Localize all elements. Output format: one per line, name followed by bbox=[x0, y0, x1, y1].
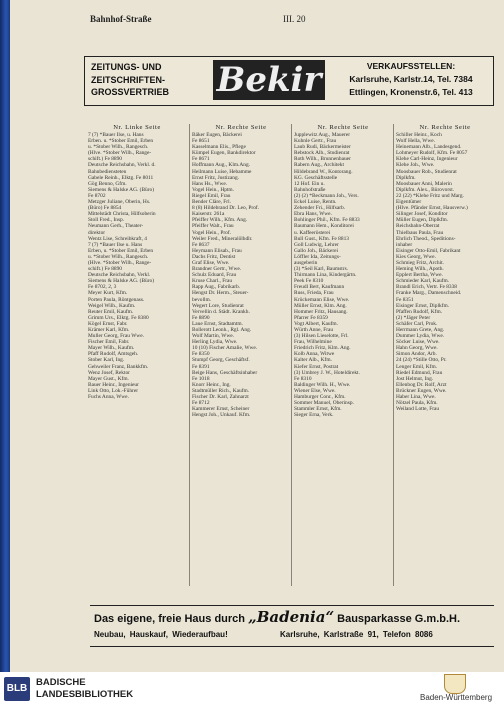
directory-entry: Heymann Elisab., Frau bbox=[192, 247, 242, 254]
directory-entry: 7 (7) *Bauer Ilse, u. Hans bbox=[88, 132, 144, 138]
directory-entry: Weigel Wilh., Kaufm. bbox=[88, 302, 136, 309]
directory-entry: Fe 8391 bbox=[192, 363, 210, 370]
directory-entry: Bahnhofstraße bbox=[294, 186, 326, 193]
directory-entry: Wenz Josef, Rektor bbox=[88, 369, 130, 376]
directory-entry: Stober Karl, Ing. bbox=[88, 357, 125, 364]
directory-entry: Lenger Emil, Kfm. bbox=[396, 363, 438, 370]
directory-entry: Vogt Albert, Kaufm. bbox=[294, 320, 338, 327]
directory-entry: Fe 8890 bbox=[192, 314, 210, 321]
directory-entry: Laue Ernst, Stadtamtm. bbox=[192, 320, 243, 327]
coat-of-arms-icon bbox=[444, 674, 466, 694]
directory-entry: Weiler Fred., Mineralölhdlr. bbox=[192, 235, 253, 242]
directory-entry: Jupplewitz Aug., Mauerer bbox=[294, 132, 350, 138]
directory-entry: bevollm. bbox=[192, 296, 212, 303]
directory-entry: Kögel Ernst, Fabr. bbox=[88, 320, 128, 327]
directory-entry: Kümpel Eugen, Bankdirektor bbox=[192, 150, 256, 157]
directory-entry: Fe 8671 bbox=[192, 156, 210, 163]
directory-entry: Müller Eugen, Diplkfm. bbox=[396, 217, 449, 224]
directory-entry: Fe 8310 bbox=[294, 375, 312, 382]
ad-left-line: ZEITUNGS- UND bbox=[91, 62, 162, 72]
directory-entry: Bull Gust., Kfm. Fe 8813 bbox=[294, 235, 349, 242]
directory-entry: Wolf Hella, Wwe. bbox=[396, 138, 435, 145]
directory-entry: Fe 8702, 2, 3 bbox=[88, 284, 117, 291]
directory-entry: Hahn Georg, Wwe. bbox=[396, 345, 438, 352]
ad-left-line: ZEITSCHRIFTEN- bbox=[91, 74, 165, 85]
directory-entry: Deutsche Reichsbahn, Verkl. bbox=[88, 272, 151, 279]
directory-entry: Kuhnle Gertr., Frau bbox=[294, 138, 337, 145]
directory-entry: Vervellin d. Städt. Krankh. bbox=[192, 308, 250, 315]
directory-entry: Fe 8712 bbox=[192, 400, 210, 407]
ad-address: Karlsruhe, Karlstraße 91, Telefon 8086 bbox=[280, 630, 433, 639]
directory-entry: Eisinger Ernst, Diplkfm. bbox=[396, 302, 450, 309]
directory-entry: 8 (8) Hildebrand Dr. Leo, Prof. bbox=[192, 205, 260, 212]
directory-entry: Hildebrand W., Kontorang. bbox=[294, 168, 353, 175]
directory-entry: Gehweiler Franz, Bankkfm. bbox=[88, 363, 149, 370]
ad-left-line: GROSSVERTRIEB bbox=[91, 87, 170, 97]
directory-entry: Heilmann Luise, Hebamme bbox=[192, 168, 252, 175]
directory-entry: Sieger Erna, Verk. bbox=[294, 412, 334, 419]
directory-entry: Lohmeyer Rudolf, Kfm. Fe 8057 bbox=[396, 150, 468, 157]
directory-entry: Brückner Eugen, Wwe. bbox=[396, 387, 447, 394]
directory-entry: schift.) Fe 8890 bbox=[88, 156, 122, 163]
directory-entry: Riedel Edmund, Frau bbox=[396, 369, 443, 376]
column-divider bbox=[291, 124, 292, 586]
directory-entry: Porten Paula, Röntgenass. bbox=[88, 296, 145, 303]
directory-entry: Ebra Hans, Wwe. bbox=[294, 211, 332, 218]
directory-entry: (2) (2) *Beckmann Joh., Vers. bbox=[294, 192, 359, 199]
directory-entry: Graf Elise, Wwe. bbox=[192, 259, 230, 266]
directory-entry: 24 (24) *Stille Otto, Pr. bbox=[396, 357, 447, 364]
directory-entry: Pfarrer Fe 8359 bbox=[294, 314, 328, 321]
directory-entry: Löffler Ida, Zeitungs- bbox=[294, 253, 341, 260]
directory-entry: Fe 1018 bbox=[192, 375, 210, 382]
library-footer bbox=[0, 672, 504, 705]
bekir-advertisement bbox=[84, 56, 494, 106]
directory-entry: Wentz Lise, Schreibkraft, 4 bbox=[88, 235, 147, 242]
ad-right-line: Karlsruhe, Karlstr.14, Tel. 7384 bbox=[349, 73, 473, 84]
directory-entry: Fe 8351 bbox=[396, 296, 414, 303]
directory-columns bbox=[88, 124, 492, 586]
directory-entry: Simon Andor, Arb. bbox=[396, 351, 437, 358]
directory-entry: Bäker Eugen, Bäckerei bbox=[192, 132, 242, 138]
directory-entry: Goll Ludwig, Lehrer bbox=[294, 241, 339, 248]
directory-entry: Hommer Fritz, Hausang. bbox=[294, 308, 348, 315]
directory-entry: Link Otto, Lok.-Führer bbox=[88, 387, 139, 394]
directory-entry: Reichsbahn-Oberrat bbox=[396, 223, 440, 230]
directory-entry: Dummer Lydia, Wwe. bbox=[396, 333, 445, 340]
directory-entry: 10 (10) Fischer Amalie, Wwe. bbox=[192, 345, 258, 352]
directory-entry: Siemens & Halske AG. (Büro) bbox=[88, 186, 155, 193]
directory-entry: Bollerott Leonh., Rgl. Ang. bbox=[192, 327, 252, 333]
directory-entry: Erben, u. *Stober Emil, Erben bbox=[88, 247, 154, 254]
book-binding bbox=[0, 0, 10, 672]
directory-entry: Klehe Joh., Wwe. bbox=[396, 162, 435, 169]
directory-entry: Fuchs Anna, Wwe. bbox=[88, 394, 129, 401]
directory-entry: Eigentümer bbox=[396, 199, 422, 206]
directory-entry: Laub Rudi, Bäckermeister bbox=[294, 144, 351, 151]
directory-entry: 22 (22) *Klehe Fritz und Marg. bbox=[396, 192, 464, 199]
directory-entry: Roth Wilh., Brunnenbauer bbox=[294, 156, 351, 163]
directory-entry: Vogel Hein., Prof. bbox=[192, 229, 231, 236]
directory-entry: Würth Anne, Frau bbox=[294, 327, 334, 333]
directory-column bbox=[88, 124, 186, 586]
directory-entry: Grimm Urs., Elktg. Fe 8380 bbox=[88, 314, 149, 321]
directory-column bbox=[192, 124, 290, 586]
directory-entry: Mayer Gust., Kfm. bbox=[88, 375, 129, 382]
directory-entry: Dachs Fritz, Dentist bbox=[192, 253, 236, 260]
directory-entry: u. Kaffeerösterei bbox=[294, 229, 331, 236]
directory-entry: u. *Stober Wilh., Rangesch. bbox=[88, 253, 149, 260]
directory-entry: Stadtmüller Rich., Kaufm. bbox=[192, 387, 250, 394]
directory-entry: Kolb Anna, Witwe bbox=[294, 351, 335, 358]
directory-entry: Ernst Fritz, Justizang. bbox=[192, 174, 240, 181]
directory-entry: Rebstock Alb., Studienrat bbox=[294, 150, 350, 157]
directory-entry: (Hlve. Pfänder Ernst, Hausverw.) bbox=[396, 205, 468, 212]
directory-entry: Kammerer Ernst, Scheiner bbox=[192, 406, 250, 413]
ad-right-text bbox=[331, 60, 491, 98]
directory-entry: Kaiserstr. 261a bbox=[192, 211, 225, 218]
directory-entry: Metzger Juliane, Oberin, Hs. bbox=[88, 199, 151, 206]
directory-entry: Riegel Emil, Frau bbox=[192, 192, 231, 199]
ad-right-line: Ettlingen, Kronenstr.6, Tel. 413 bbox=[349, 86, 473, 97]
directory-entry: Eckel Luise, Rentn. bbox=[294, 199, 337, 206]
directory-entry: Rabern Aug., Architekt bbox=[294, 162, 345, 169]
badenia-advertisement bbox=[90, 605, 494, 647]
directory-entry: Beige Hans, Geschäftsinhaber bbox=[192, 369, 258, 376]
directory-entry: Moosbauer Rob., Studienrat bbox=[396, 168, 457, 175]
directory-entry: Schulz Eduard, Frau bbox=[192, 272, 237, 279]
directory-entry: Stumpf Georg, Geschäftsf. bbox=[192, 357, 250, 364]
directory-entry: (3) *Seil Karl, Baumstrs. bbox=[294, 266, 349, 273]
directory-entry: Kasselmann Elis., Pflege bbox=[192, 144, 246, 151]
directory-entry: Frau, Wilhelmine bbox=[294, 339, 332, 346]
directory-entry: Hengst Dr. Herm., Steuer- bbox=[192, 290, 249, 297]
directory-entry: Krückemann Elise, Wwe. bbox=[294, 296, 350, 303]
directory-entry: inhaber bbox=[396, 241, 413, 248]
directory-entry: Reuter Emil, Kaufm. bbox=[88, 308, 134, 315]
directory-entry: Hamburger Conr., Kfm. bbox=[294, 394, 346, 401]
directory-entry: Krämer Karl, Kfm. bbox=[88, 327, 130, 333]
directory-entry: (Büro) Fe 8854 bbox=[88, 205, 122, 212]
directory-entry: u. *Stober Wilh., Rangesch. bbox=[88, 144, 149, 151]
ad-headline-suffix: Bausparkasse G.m.b.H. bbox=[337, 613, 461, 625]
directory-entry: Fischer Dr. Karl, Zahnarzt bbox=[192, 394, 249, 401]
directory-entry: Mittelstädt Christa, Hilfsoberin bbox=[88, 211, 156, 218]
directory-entry: Friedrich Fritz, Klm. Ang. bbox=[294, 345, 351, 352]
directory-entry: Russ, Frieda, Frau bbox=[294, 290, 334, 297]
directory-entry: Schmieg Fritz, Archit. bbox=[396, 259, 444, 266]
directory-entry: Erben. u. *Stober Emil, Erben bbox=[88, 138, 154, 145]
directory-entry: Schmieder Karl, Kaufm. bbox=[396, 278, 449, 285]
directory-entry: Kiefer Ernst, Postrat bbox=[294, 363, 339, 370]
ad-headline bbox=[94, 608, 460, 628]
directory-entry: Pfeiffer Walt., Frau bbox=[192, 223, 234, 230]
directory-entry: Hoffmann Aug., Klm.Ang. bbox=[192, 162, 250, 169]
directory-entry: Muller Georg, Frau Wwe. bbox=[88, 333, 144, 340]
document-page bbox=[10, 0, 504, 672]
directory-entry: Wolf Martin, Wwe. bbox=[192, 333, 234, 340]
ad-services: Neubau, Hauskauf, Wiederaufbau! bbox=[94, 630, 228, 639]
directory-entry: Brandner Gertr., Wwe. bbox=[192, 266, 242, 273]
directory-entry: KG. Geschäftsstelle bbox=[294, 174, 338, 181]
ad-right-line: VERKAUFSSTELLEN: bbox=[366, 61, 456, 71]
directory-entry: Epplert Bertha, Wwe. bbox=[396, 272, 443, 279]
directory-entry: Hengst Joh., Unkauf. Kfm. bbox=[192, 412, 251, 419]
directory-entry: Schäfer Carl, Prok. bbox=[396, 320, 438, 327]
column-divider bbox=[393, 124, 394, 586]
directory-entry: Ellenbog Dr. Rolf, Arzt bbox=[396, 381, 447, 388]
street-name: Bahnhof-Straße bbox=[90, 14, 152, 24]
directory-entry: Haber Lina, Wwe. bbox=[396, 394, 436, 401]
directory-entry: Herling Lydia, Wwe. bbox=[192, 339, 238, 346]
directory-entry: (2) *Jäger Peter bbox=[396, 314, 431, 321]
column-heading: Nr. Rechte Seite bbox=[317, 124, 369, 131]
directory-entry: Meyer Kurt, Kfm. bbox=[88, 290, 128, 297]
directory-entry: Heinemann Alb., Landesgend. bbox=[396, 144, 462, 151]
directory-entry: Schiller Heinr., Koch bbox=[396, 132, 442, 138]
directory-entry: Franke Marg., Damenschneid. bbox=[396, 290, 462, 297]
directory-entry: Neumann Gerh., Theater- bbox=[88, 223, 144, 230]
directory-entry: Kies Georg, Wwe. bbox=[396, 253, 436, 260]
page-header bbox=[90, 14, 488, 28]
directory-entry: Siemens & Halske AG. (Büro) bbox=[88, 278, 155, 285]
directory-entry: Fe 8702 bbox=[88, 192, 106, 199]
column-heading: Nr. Rechte Seite bbox=[419, 124, 471, 131]
directory-entry: schift.) Fe 8890 bbox=[88, 266, 122, 273]
library-name bbox=[36, 677, 133, 701]
directory-entry: Gallo Joh., Bäckerei bbox=[294, 247, 339, 254]
bekir-logo: Bekir bbox=[213, 60, 325, 100]
directory-entry: Brandl Erich, Vertr. Fe 8338 bbox=[396, 284, 457, 291]
directory-entry: Silinger Josef, Konditor bbox=[396, 211, 448, 218]
directory-entry: Fe 8651 bbox=[192, 138, 210, 145]
directory-entry: 12 Hof. Ein u. bbox=[294, 180, 325, 187]
directory-entry: Mayer Wilh., Kaufm. bbox=[88, 345, 135, 352]
ad-headline-prefix: Das eigene, freie Haus durch bbox=[94, 613, 245, 625]
directory-entry: Wegert Lore, Studienrat bbox=[192, 302, 244, 309]
directory-entry: Deutsche Reichsbahn, Verkl. d. bbox=[88, 162, 156, 169]
directory-entry: Bauer Heinr., Ingenieur bbox=[88, 381, 139, 388]
column-heading: Nr. Linke Seite bbox=[113, 124, 161, 131]
directory-entry: direktor bbox=[88, 229, 106, 236]
directory-entry: Freudl Bert, Kaufmann bbox=[294, 284, 345, 291]
directory-entry: Wiener Else, Wwe. bbox=[294, 387, 336, 394]
directory-entry: Pfeiffer Wilh., Kfm. Ang. bbox=[192, 217, 248, 224]
directory-entry: Thirmann Lina, Kindergärtn. bbox=[294, 272, 357, 279]
directory-entry: Fe 8637 bbox=[192, 241, 210, 248]
directory-entry: Eisinger Otto-Emil, Fabrikant bbox=[396, 247, 461, 254]
directory-entry: Söcker Luise, Wwe. bbox=[396, 339, 440, 346]
directory-entry: (3) Umbrey J. W., Hoteldirekt. bbox=[294, 369, 360, 376]
directory-entry: Stoll Fred., Insp. bbox=[88, 217, 125, 224]
directory-entry: Kalter Alb., Kfm. bbox=[294, 357, 332, 364]
directory-entry: Stammler Ernst, Kfm. bbox=[294, 406, 342, 413]
directory-entry: Thielbaus Paula, Frau bbox=[396, 229, 444, 236]
directory-entry: Nötzel Paula, Kfm. bbox=[396, 400, 438, 407]
directory-entry: Müller Ernst, Klm. Ang. bbox=[294, 302, 347, 309]
section-number: III. 20 bbox=[283, 14, 306, 24]
directory-column bbox=[396, 124, 494, 586]
directory-entry: Bender Cläre, Frl. bbox=[192, 199, 231, 206]
directory-entry: Herrmann Grete, Ang. bbox=[396, 327, 445, 333]
directory-entry: Pfaff Rudolf, Amtsgeh. bbox=[88, 351, 139, 358]
directory-entry: Diplkfm. bbox=[396, 174, 416, 181]
directory-entry: Baldinger Wilh. H., Wwe. bbox=[294, 381, 351, 388]
directory-entry: Gög Benno, Gfm. bbox=[88, 180, 127, 187]
badenia-logo: „Badenia“ bbox=[248, 608, 335, 626]
directory-entry: Baumann Hem., Konditorei bbox=[294, 223, 354, 230]
library-name-line: BADISCHE bbox=[36, 677, 86, 688]
directory-entry: Peek Fe 8310 bbox=[294, 278, 324, 285]
directory-entry: Rapp Aug., Fabrikarb. bbox=[192, 284, 241, 291]
column-heading: Nr. Rechte Seite bbox=[215, 124, 267, 131]
directory-entry: Diplkfm. Alex., Bürovorst. bbox=[396, 186, 455, 193]
directory-entry: Ehrlich Theod., Speditions- bbox=[396, 235, 456, 242]
blb-logo: BLB bbox=[4, 677, 30, 701]
directory-entry: (3) Hilsen Lieselotte, Frl. bbox=[294, 333, 349, 340]
directory-entry: Hans Hs., Wwe. bbox=[192, 180, 228, 187]
directory-entry: Moosbauer Anni, Malerin bbox=[396, 180, 452, 187]
directory-entry: Kruse Charl., Frau bbox=[192, 278, 233, 285]
directory-column bbox=[294, 124, 392, 586]
library-name-line: LANDESBIBLIOTHEK bbox=[36, 689, 134, 700]
ad-left-text bbox=[91, 61, 209, 99]
directory-entry: ausgeberin bbox=[294, 259, 318, 266]
directory-entry: (Hlve. *Stober Wilh., Range- bbox=[88, 150, 152, 157]
directory-entry: Heming Wilh., Apoth. bbox=[396, 266, 444, 273]
directory-entry: Vogel Hein., Hptm. bbox=[192, 186, 234, 193]
directory-entry: Sommer Manuel, Oberinsp. bbox=[294, 400, 354, 407]
directory-entry: Bahnbediensteten bbox=[88, 168, 127, 175]
directory-entry: Fischer Emil, Fabr. bbox=[88, 339, 130, 346]
directory-entry: (Hlve. *Stober Wilh., Range- bbox=[88, 259, 152, 266]
directory-entry: Fe 8350 bbox=[192, 351, 210, 358]
directory-entry: 7 (7) *Bauer Ilse u. Hans bbox=[88, 241, 143, 248]
column-divider bbox=[189, 124, 190, 586]
region-label: Baden-Württemberg bbox=[420, 693, 493, 702]
directory-entry: Klehe Carl-Heinz, Ingenieur bbox=[396, 156, 458, 163]
directory-entry: Jost Helmut, Ing. bbox=[396, 375, 434, 382]
directory-entry: Pfaffen Rudolf, Kfm. bbox=[396, 308, 443, 315]
directory-entry: Gabele Reinh., Elktg. Fe 8011 bbox=[88, 174, 154, 181]
directory-entry: Knorr Heinr., Ing. bbox=[192, 381, 231, 388]
directory-entry: Bohlinger Phil., Kfm. Fe 8833 bbox=[294, 217, 360, 224]
directory-entry: Weiland Lotte, Frau bbox=[396, 406, 440, 413]
directory-entry: Zehender Fri., Hilfsarb. bbox=[294, 205, 346, 212]
